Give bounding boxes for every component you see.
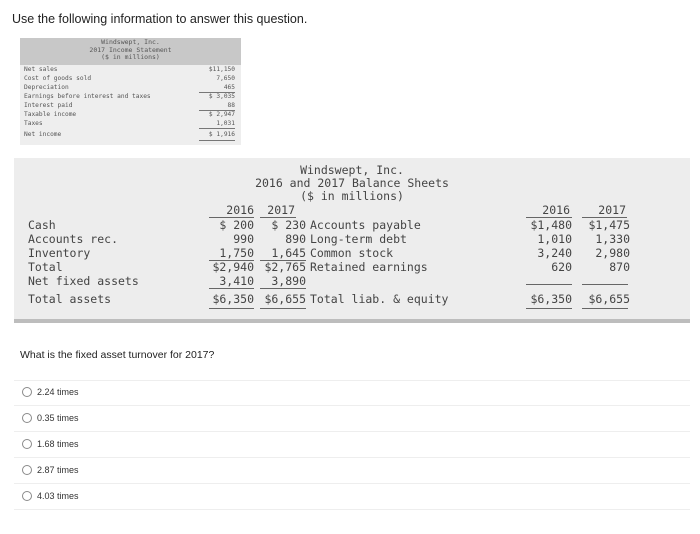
liability-label: Long-term debt	[310, 232, 407, 246]
is-label-ebit: Earnings before interest and taxes	[24, 93, 151, 100]
option-1-68-times[interactable]	[22, 436, 79, 452]
option-label: 0.35 times	[37, 413, 79, 423]
is-label-taxable-income: Taxable income	[24, 111, 77, 118]
income-statement-body	[20, 65, 241, 145]
is-value-cogs: 7,650	[216, 75, 235, 82]
option-divider	[14, 405, 690, 406]
is-rule	[199, 140, 235, 141]
radio-button-icon[interactable]	[22, 413, 32, 423]
is-value-taxes: 1,031	[216, 120, 235, 127]
liability-label: Accounts payable	[310, 218, 421, 232]
asset-2017: $2,765	[264, 260, 306, 274]
asset-2017: 1,645	[271, 246, 306, 260]
question-text: What is the fixed asset turnover for 2017?	[20, 349, 215, 361]
option-4-03-times[interactable]	[22, 488, 79, 504]
income-statement-header	[20, 38, 241, 65]
option-divider	[14, 457, 690, 458]
liability-2017: $1,475	[588, 218, 630, 232]
asset-2017: $ 230	[271, 218, 306, 232]
asset-2016: $6,350	[212, 292, 254, 306]
is-value-taxable-income: $ 2,947	[208, 111, 235, 118]
is-value-depreciation: 465	[223, 84, 235, 91]
balance-sheet-bottom-bar	[14, 319, 690, 323]
option-label: 2.87 times	[37, 465, 79, 475]
liab-year-2016-header: 2016	[542, 203, 570, 217]
option-2-87-times[interactable]	[22, 462, 79, 478]
asset-2017: 3,890	[271, 274, 306, 288]
radio-button-icon[interactable]	[22, 439, 32, 449]
asset-label: Inventory	[28, 246, 91, 260]
asset-2016: 990	[233, 232, 254, 246]
is-label-taxes: Taxes	[24, 120, 43, 127]
assets-year-2017-header: 2017	[267, 203, 295, 217]
income-statement-title: 2017 Income Statement	[89, 45, 172, 54]
income-statement-company: Windswept, Inc.	[101, 38, 160, 46]
is-value-interest: 88	[227, 102, 235, 109]
subtotal-rule	[526, 284, 572, 285]
option-divider	[14, 483, 690, 484]
radio-button-icon[interactable]	[22, 465, 32, 475]
option-divider	[14, 431, 690, 432]
is-label-interest: Interest paid	[24, 102, 73, 109]
income-statement-units: ($ in millions)	[101, 53, 160, 61]
liability-2016: $1,480	[530, 218, 572, 232]
liability-2016: $6,350	[530, 292, 572, 306]
is-label-cogs: Cost of goods sold	[24, 75, 92, 82]
is-label-depreciation: Depreciation	[24, 84, 69, 91]
liability-2017: 1,330	[595, 232, 630, 246]
total-rule	[582, 308, 628, 309]
option-label: 4.03 times	[37, 491, 79, 501]
asset-2017: 890	[285, 232, 306, 246]
is-label-net-sales: Net sales	[24, 66, 58, 73]
option-divider	[14, 509, 690, 510]
is-value-ebit: $ 3,035	[208, 93, 235, 100]
asset-2017: $6,655	[264, 292, 306, 306]
is-rule	[199, 128, 235, 129]
balance-sheet-title: 2016 and 2017 Balance Sheets	[255, 176, 449, 190]
total-rule	[209, 308, 254, 309]
is-value-net-income: $ 1,916	[208, 131, 235, 138]
asset-2016: $2,940	[212, 260, 254, 274]
liability-2016: 1,010	[537, 232, 572, 246]
income-statement	[18, 38, 243, 146]
asset-2016: 1,750	[219, 246, 254, 260]
liability-label: Common stock	[310, 246, 394, 260]
radio-button-icon[interactable]	[22, 491, 32, 501]
option-label: 1.68 times	[37, 439, 79, 449]
is-label-net-income: Net income	[24, 131, 62, 138]
asset-2016: $ 200	[219, 218, 254, 232]
assets-year-2016-header: 2016	[226, 203, 254, 217]
option-0-35-times[interactable]	[22, 410, 79, 426]
option-divider	[14, 380, 690, 381]
liability-2017: 870	[609, 260, 630, 274]
subtotal-rule	[209, 288, 254, 289]
liability-2016: 620	[551, 260, 572, 274]
liability-2017: 2,980	[595, 246, 630, 260]
asset-label: Accounts rec.	[28, 232, 119, 246]
option-label: 2.24 times	[37, 387, 79, 397]
radio-button-icon[interactable]	[22, 387, 32, 397]
balance-sheet-units: ($ in millions)	[300, 189, 404, 203]
option-2-24-times[interactable]	[22, 384, 79, 400]
liability-label: Retained earnings	[310, 260, 428, 274]
total-rule	[260, 308, 306, 309]
total-rule	[526, 308, 572, 309]
balance-sheet-company: Windswept, Inc.	[300, 163, 404, 177]
subtotal-rule	[260, 288, 306, 289]
liability-2017: $6,655	[588, 292, 630, 306]
asset-label: Total assets	[28, 292, 112, 306]
instruction-text: Use the following information to answer this question.	[12, 12, 308, 26]
liability-2016: 3,240	[537, 246, 572, 260]
balance-sheet	[14, 158, 690, 323]
asset-2016: 3,410	[219, 274, 254, 288]
asset-label: Net fixed assets	[28, 274, 139, 288]
liab-year-2017-header: 2017	[598, 203, 626, 217]
is-value-net-sales: $11,150	[208, 66, 235, 73]
liability-label: Total liab. & equity	[310, 292, 449, 306]
asset-label: Cash	[28, 218, 56, 232]
asset-label: Total	[28, 260, 63, 274]
subtotal-rule	[582, 284, 628, 285]
